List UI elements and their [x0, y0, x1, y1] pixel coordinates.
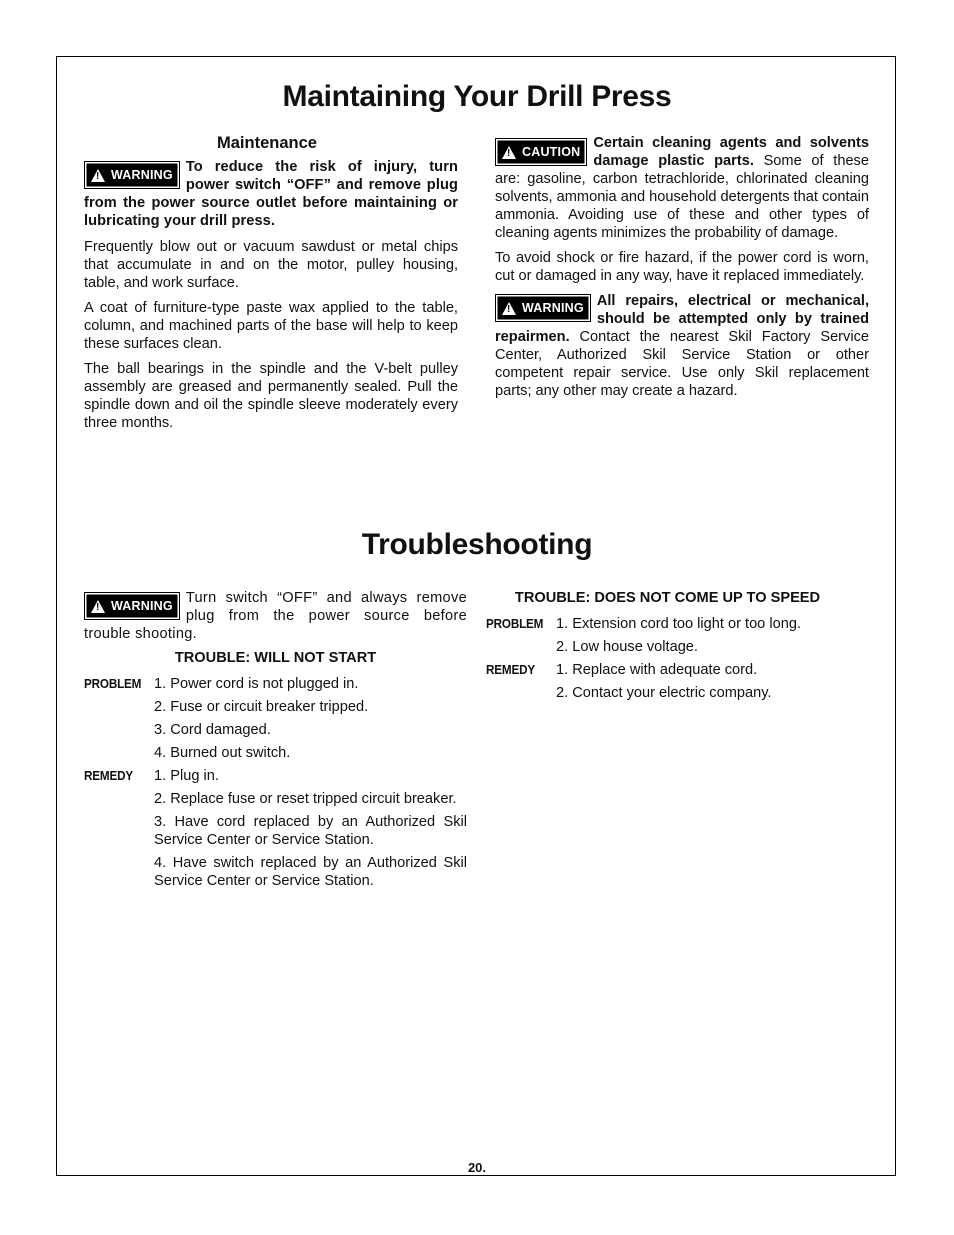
problem-label: PROBLEM — [84, 676, 142, 691]
repairs-warning-badge: ! WARNING — [495, 294, 591, 322]
will-not-start-table — [84, 675, 467, 890]
caution-paragraph: ! CAUTION Certain cleaning agents and solvents damage plastic parts. Some of these are: gasoline, carbon tetrachloride, chlorinated cleaning solvents, ammonia and household detergents that contain ammonia. Avoiding use of these and other types of cleaning agents minimizes the probability of damage. — [495, 135, 870, 241]
maintenance-section — [84, 134, 458, 439]
caution-badge: ! CAUTION — [495, 138, 587, 166]
power-cord-paragraph: To avoid shock or fire hazard, if the power cord is worn, cut or damaged in any way, have it replaced immediately. — [495, 250, 869, 284]
maintenance-paragraph-3: The ball bearings in the spindle and the V-belt pulley assembly are greased and permanently sealed. Pull the spindle down and oil the spindle sleeve moderately every three months. — [84, 361, 458, 431]
remedy-item: 2. Replace fuse or reset tripped circuit breaker. — [154, 791, 457, 807]
troubleshooting-title: Troubleshooting — [361, 528, 593, 561]
remedy-item: 2. Contact your electric company. — [556, 685, 772, 701]
warning-triangle-icon: ! — [91, 169, 105, 182]
repairs-triangle-icon: ! — [502, 302, 516, 315]
problem-item: 2. Fuse or circuit breaker tripped. — [154, 699, 369, 715]
will-not-start-heading: TROUBLE: WILL NOT START — [174, 650, 377, 666]
trouble-triangle-icon: ! — [91, 600, 105, 613]
problem-item: 3. Cord damaged. — [154, 722, 271, 738]
maintenance-warning: ! WARNING To reduce the risk of injury, turn power switch “OFF” and remove plug from the power source outlet before maintaining or lubricating your drill press. — [84, 159, 458, 229]
remedy-item: 3. Have cord replaced by an Authorized Skil Service Center or Service Station. — [154, 814, 467, 848]
caution-triangle-icon: ! — [502, 146, 516, 159]
troubleshooting-warning: ! WARNING Turn switch “OFF” and always remove plug from the power source before trouble shooting. — [84, 590, 467, 642]
speed-table — [486, 615, 869, 702]
page-title: Maintaining Your Drill Press — [282, 80, 672, 113]
trouble-speed — [486, 589, 869, 702]
maintenance-heading: Maintenance — [217, 134, 317, 152]
remedy-item: 1. Plug in. — [154, 768, 219, 784]
problem-item: 1. Extension cord too light or too long. — [556, 616, 802, 632]
remedy-item: 1. Replace with adequate cord. — [556, 662, 758, 678]
remedy-label: REMEDY — [486, 662, 535, 677]
problem-item: 2. Low house voltage. — [556, 639, 698, 655]
remedy-label: REMEDY — [84, 768, 133, 783]
maintenance-paragraph-2: A coat of furniture-type paste wax applied to the table, column, and machined parts of the base will help to keep these surfaces clean. — [84, 300, 458, 352]
repairs-warning: ! WARNING All repairs, electrical or mechanical, should be attempted only by trained repairmen. Contact the nearest Skil Factory Service Center, Authorized Skil Service Station or other competent repair service. Use only Skil replacement parts; any other may create a hazard. — [495, 293, 869, 399]
page-number: 20. — [467, 1160, 487, 1175]
problem-item: 4. Burned out switch. — [154, 745, 291, 761]
warning-badge: ! WARNING — [84, 161, 180, 189]
trouble-warning-badge: ! WARNING — [84, 592, 180, 620]
maintenance-paragraph-1: Frequently blow out or vacuum sawdust or metal chips that accumulate in and on the motor, pulley housing, table, and work surface. — [84, 239, 458, 291]
remedy-item: 4. Have switch replaced by an Authorized Skil Service Center or Service Station. — [154, 855, 467, 889]
problem-label: PROBLEM — [486, 616, 544, 631]
trouble-will-not-start — [84, 589, 467, 890]
caution-section — [495, 134, 869, 407]
problem-item: 1. Power cord is not plugged in. — [154, 676, 359, 692]
speed-heading: TROUBLE: DOES NOT COME UP TO SPEED — [514, 590, 821, 606]
